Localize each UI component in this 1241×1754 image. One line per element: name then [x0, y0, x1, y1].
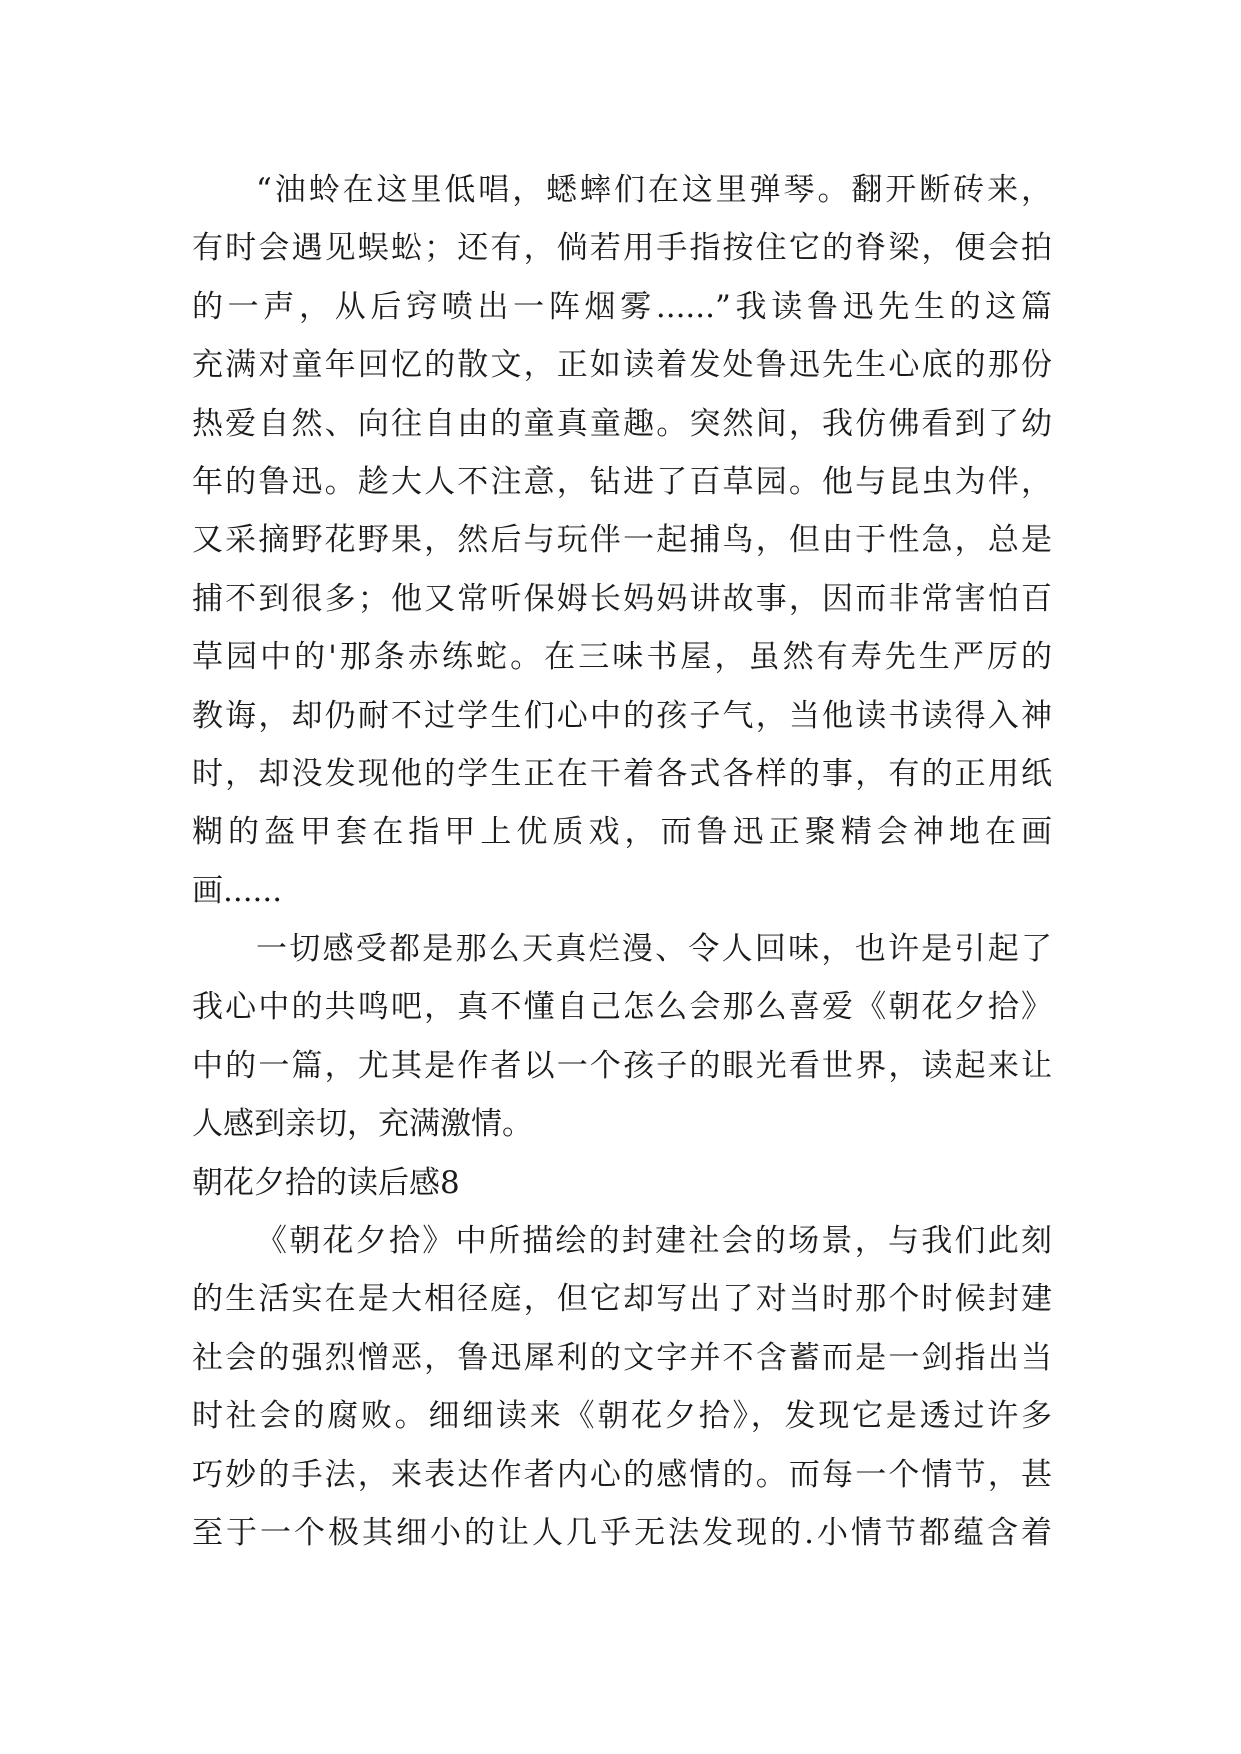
paragraph-1: [192, 161, 1052, 920]
section-heading: [192, 1154, 1052, 1212]
text-line: 社会的强烈憎恶，鲁迅犀利的文字并不含蓄而是一剑指出当: [192, 1339, 1052, 1376]
text-line: 的生活实在是大相径庭，但它却写出了对当时那个时候封建: [192, 1281, 1052, 1318]
section-title: 朝花夕拾的读后感8: [192, 1164, 460, 1201]
text-line: 的一声，从后窍喷出一阵烟雾......”我读鲁迅先生的这篇: [192, 288, 1052, 325]
text-line: 中的一篇，尤其是作者以一个孩子的眼光看世界，读起来让: [192, 1047, 1052, 1084]
text-line: 时社会的腐败。细细读来《朝花夕拾》，发现它是透过许多: [192, 1398, 1052, 1435]
text-line: 画......: [192, 872, 283, 909]
paragraph-2: [192, 920, 1052, 1154]
text-line: 教诲，却仍耐不过学生们心中的孩子气，当他读书读得入神: [192, 697, 1052, 734]
text-line: 人感到亲切，充满激情。: [192, 1106, 533, 1143]
text-line: “油蛉在这里低唱，蟋蟀们在这里弹琴。翻开断砖来，: [256, 172, 1052, 208]
text-line: 热爱自然、向往自由的童真童趣。突然间，我仿佛看到了幼: [192, 405, 1052, 442]
text-line: 至于一个极其细小的让人几乎无法发现的.小情节都蕴含着: [192, 1514, 1052, 1551]
text-line: 巧妙的手法，来表达作者内心的感情的。而每一个情节，甚: [192, 1456, 1052, 1493]
text-line: 有时会遇见蜈蚣；还有，倘若用手指按住它的脊梁，便会拍: [192, 230, 1052, 267]
text-line: 又采摘野花野果，然后与玩伴一起捕鸟，但由于性急，总是: [192, 522, 1052, 559]
text-line: 捕不到很多；他又常听保姆长妈妈讲故事，因而非常害怕百: [192, 580, 1052, 617]
text-line: 糊的盔甲套在指甲上优质戏，而鲁迅正聚精会神地在画: [192, 814, 1052, 851]
text-line: 时，却没发现他的学生正在干着各式各样的事，有的正用纸: [192, 755, 1052, 792]
text-line: 草园中的'那条赤练蛇。在三味书屋，虽然有寿先生严厉的: [192, 639, 1052, 676]
text-line: 一切感受都是那么天真烂漫、令人回味，也许是引起了: [256, 931, 1052, 968]
text-line: 年的鲁迅。趁大人不注意，钻进了百草园。他与昆虫为伴，: [192, 463, 1052, 500]
text-line: 《朝花夕拾》中所描绘的封建社会的场景，与我们此刻: [256, 1223, 1052, 1260]
text-line: 我心中的共鸣吧，真不懂自己怎么会那么喜爱《朝花夕拾》: [192, 989, 1052, 1026]
paragraph-3: [192, 1212, 1052, 1562]
document-body: [192, 161, 1052, 1562]
text-line: 充满对童年回忆的散文，正如读着发处鲁迅先生心底的那份: [192, 347, 1052, 384]
